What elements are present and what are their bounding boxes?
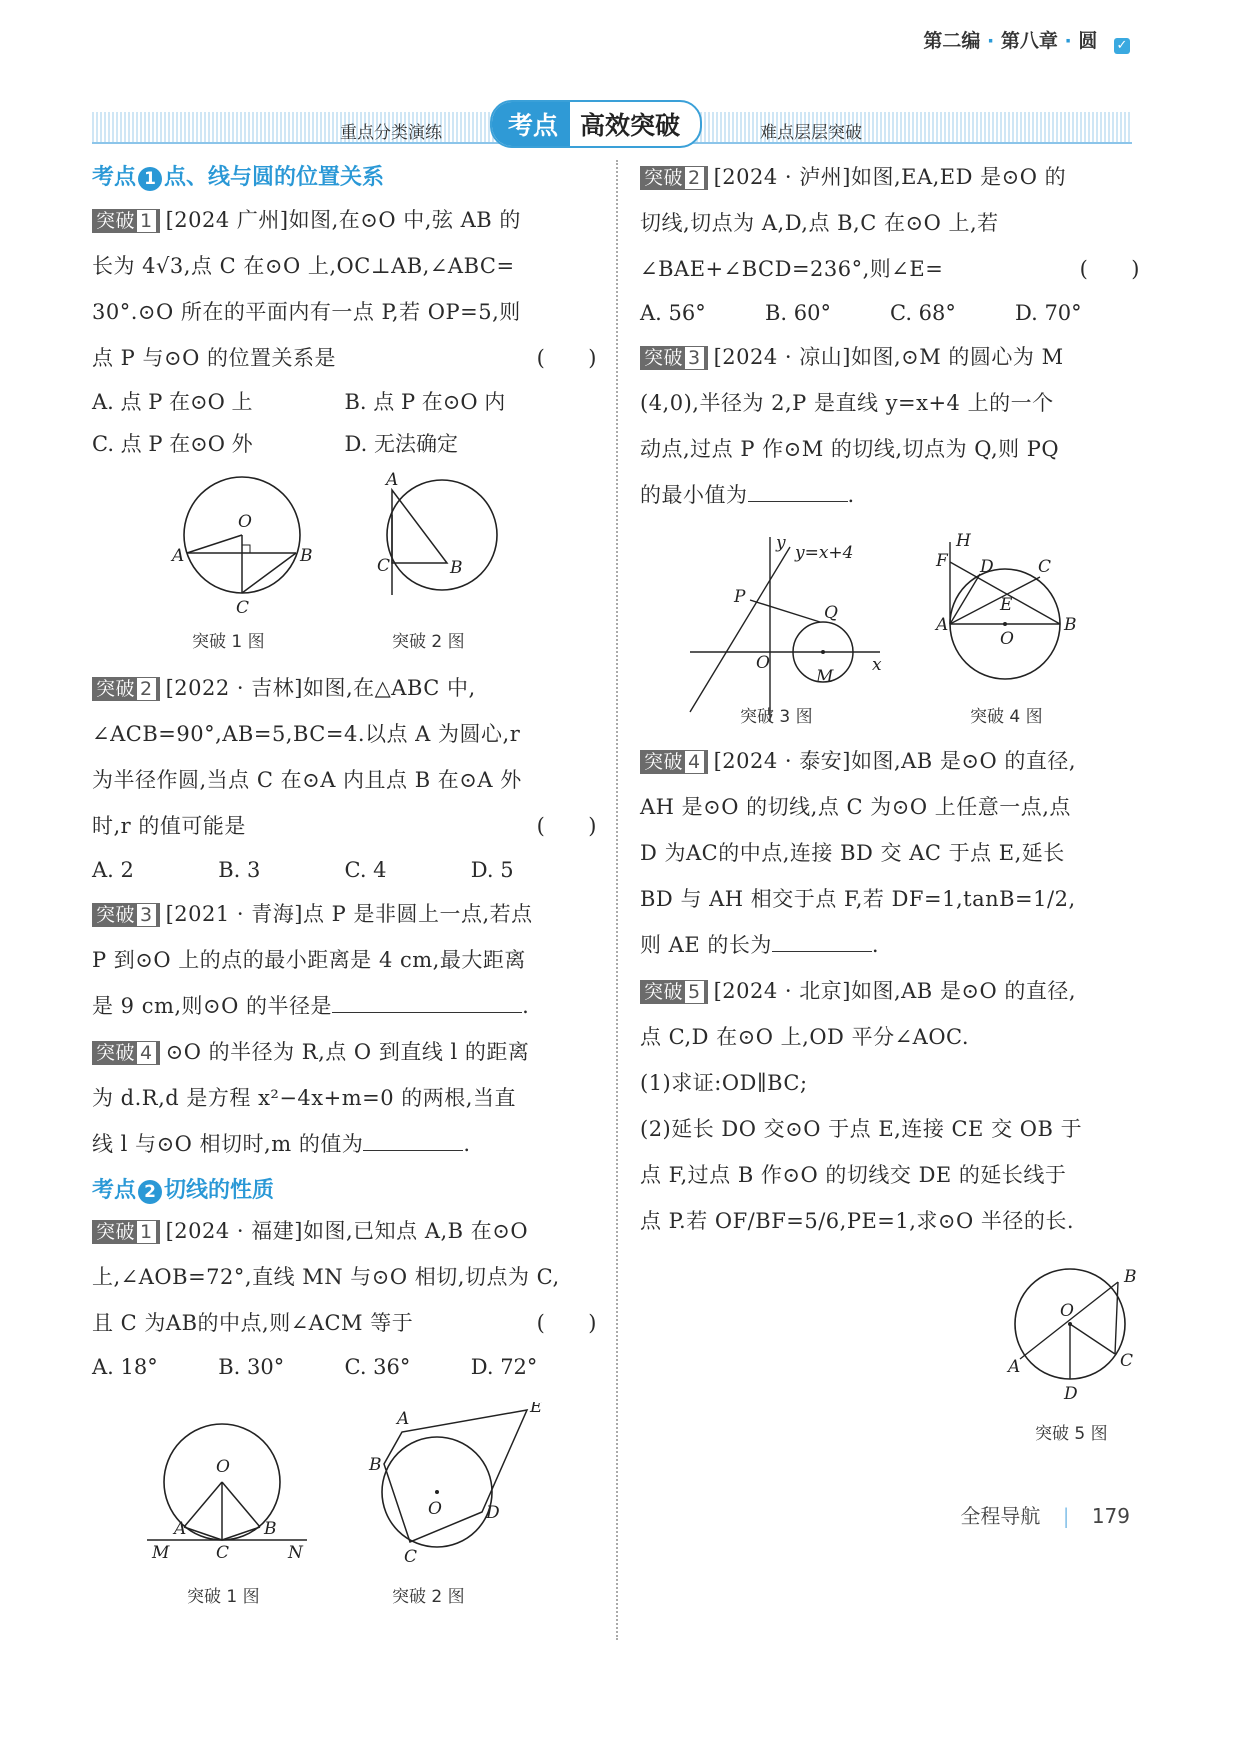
figure-svg bbox=[92, 1402, 597, 1612]
question-line: [2024 · 福建]如图,已知点 A,B 在⊙O bbox=[165, 1219, 529, 1243]
question-line: D 为AC的中点,连接 BD 交 AC 于点 E,延长 bbox=[640, 841, 1065, 865]
svg-text:O: O bbox=[428, 1499, 442, 1519]
figure-caption: 突破 4 图 bbox=[970, 707, 1043, 727]
option: D. 70° bbox=[1015, 301, 1082, 325]
question-line: 则 AE 的长为 bbox=[640, 933, 772, 957]
question-line: 为半径作圆,当点 C 在⊙A 内且点 B 在⊙A 外 bbox=[92, 768, 522, 792]
svg-text:D: D bbox=[1064, 1384, 1078, 1404]
svg-text:D: D bbox=[980, 557, 994, 577]
svg-text:C: C bbox=[1120, 1351, 1134, 1371]
question-1 bbox=[92, 197, 597, 381]
option: C. 68° bbox=[890, 301, 956, 325]
svg-text:y: y bbox=[776, 533, 786, 553]
section-heading-2 bbox=[92, 1173, 597, 1204]
question-r1 bbox=[640, 154, 1140, 292]
figure-caption: 突破 1 图 bbox=[187, 1587, 260, 1607]
figures-row-2 bbox=[92, 1402, 597, 1612]
figure-svg bbox=[640, 532, 1140, 732]
figure-svg bbox=[92, 465, 597, 655]
answer-paren: ( ) bbox=[536, 1311, 597, 1335]
question-line: 为 d.R,d 是方程 x²−4x+m=0 的两根,当直 bbox=[92, 1086, 516, 1110]
options-row bbox=[92, 849, 597, 891]
figure-caption: 突破 1 图 bbox=[192, 632, 265, 652]
check-icon: ✓ bbox=[1114, 38, 1130, 54]
question-line: 是 9 cm,则⊙O 的半径是 bbox=[92, 994, 333, 1018]
svg-text:N: N bbox=[288, 1543, 303, 1563]
question-line: BD 与 AH 相交于点 F,若 DF=1,tanB=1/2, bbox=[640, 887, 1076, 911]
book-title: 全程导航 bbox=[960, 1504, 1041, 1528]
page-number: 179 bbox=[1091, 1504, 1130, 1528]
option: B. 3 bbox=[218, 858, 261, 882]
svg-text:O: O bbox=[1060, 1301, 1074, 1321]
figure-caption: 突破 2 图 bbox=[392, 1587, 465, 1607]
option: A. 18° bbox=[92, 1355, 158, 1379]
svg-text:F: F bbox=[936, 551, 948, 571]
question-4: 突破 4 ⊙O 的半径为 R,点 O 到直线 l 的距离 为 d.R,d 是方程 x²−4x+m=0 的两根,当直 线 l 与⊙O 相切时,m 的值为 . bbox=[92, 1040, 530, 1156]
svg-text:D: D bbox=[486, 1503, 500, 1523]
option: C. 4 bbox=[344, 858, 387, 882]
svg-text:O: O bbox=[238, 512, 252, 532]
figure-caption: 突破 3 图 bbox=[740, 707, 813, 727]
section-heading-1 bbox=[92, 160, 597, 191]
question-2 bbox=[92, 665, 597, 849]
figures-row-1 bbox=[92, 465, 597, 655]
footer-divider: | bbox=[1062, 1504, 1070, 1528]
svg-text:M: M bbox=[152, 1543, 170, 1563]
chapter-label: 第八章 bbox=[1000, 30, 1058, 52]
page-footer bbox=[960, 1500, 1130, 1529]
question-tag: 突破 4 bbox=[640, 750, 708, 774]
section-number: 1 bbox=[138, 167, 162, 191]
question-tag: 突破 2 bbox=[640, 166, 708, 190]
section-title: 切线的性质 bbox=[164, 1178, 275, 1203]
svg-text:B: B bbox=[300, 546, 313, 566]
section-title-pill bbox=[490, 100, 702, 148]
pill-keyword: 考点 bbox=[492, 102, 570, 146]
running-header bbox=[923, 26, 1130, 54]
answer-blank[interactable] bbox=[363, 1150, 463, 1151]
question-line: ∠BAE+∠BCD=236°,则∠E= bbox=[640, 257, 944, 281]
figure-tangent-circle bbox=[147, 1424, 307, 1563]
part-label: 第二编 bbox=[923, 30, 981, 52]
figure-circle-2 bbox=[377, 470, 497, 595]
question-line: AH 是⊙O 的切线,点 C 为⊙O 上任意一点,点 bbox=[640, 795, 1071, 819]
question-line: 的最小值为 bbox=[640, 483, 748, 507]
question-line: 切线,切点为 A,D,点 B,C 在⊙O 上,若 bbox=[640, 211, 999, 235]
figure-bisector bbox=[1006, 1267, 1137, 1404]
option: C. 点 P 在⊙O 外 bbox=[92, 432, 253, 456]
topic-label: 圆 bbox=[1078, 30, 1098, 52]
figure-caption: 突破 2 图 bbox=[392, 632, 465, 652]
figure-diameter bbox=[934, 532, 1077, 679]
question-line: 且 C 为AB的中点,则∠ACM 等于 bbox=[92, 1311, 414, 1335]
question-3: 突破 3 [2021 · 青海]点 P 是非圆上一点,若点 P 到⊙O 上的点的最小距离是 4 cm,最大距离 是 9 cm,则⊙O 的半径是 . bbox=[92, 902, 533, 1018]
question-tag: 突破 2 bbox=[92, 677, 160, 701]
svg-text:E: E bbox=[530, 1402, 543, 1417]
section-number: 2 bbox=[138, 1180, 162, 1204]
question-line: 点 P 与⊙O 的位置关系是 bbox=[92, 346, 336, 370]
answer-paren: ( ) bbox=[536, 814, 597, 838]
band-left-text: 重点分类演练 bbox=[340, 123, 442, 143]
svg-text:C: C bbox=[236, 598, 250, 618]
svg-text:H: H bbox=[956, 532, 971, 551]
question-line: P 到⊙O 上的点的最小距离是 4 cm,最大距离 bbox=[92, 948, 526, 972]
question-line: 点 C,D 在⊙O 上,OD 平分∠AOC. bbox=[640, 1025, 970, 1049]
svg-text:E: E bbox=[1000, 595, 1013, 615]
svg-text:O: O bbox=[1000, 629, 1014, 649]
question-tag: 突破 1 bbox=[92, 1220, 160, 1244]
svg-text:B: B bbox=[264, 1519, 277, 1539]
question-5 bbox=[92, 1208, 597, 1346]
pill-title: 高效突破 bbox=[580, 111, 681, 140]
options-row bbox=[92, 1346, 597, 1388]
answer-paren: ( ) bbox=[536, 346, 597, 370]
question-line: 时,r 的值可能是 bbox=[92, 814, 246, 838]
answer-blank[interactable] bbox=[772, 951, 872, 952]
option: A. 2 bbox=[92, 858, 134, 882]
option: B. 点 P 在⊙O 内 bbox=[344, 390, 506, 414]
question-line: 动点,过点 P 作⊙M 的切线,切点为 Q,则 PQ bbox=[640, 437, 1060, 461]
question-line: [2022 · 吉林]如图,在△ABC 中, bbox=[165, 676, 476, 700]
question-tag: 突破 1 bbox=[92, 209, 160, 233]
question-tag: 突破 3 bbox=[92, 903, 160, 927]
svg-text:A: A bbox=[172, 546, 185, 566]
band-right-text: 难点层层突破 bbox=[760, 123, 862, 143]
question-line: (4,0),半径为 2,P 是直线 y=x+4 上的一个 bbox=[640, 391, 1054, 415]
question-line: 长为 4√3,点 C 在⊙O 上,OC⊥AB,∠ABC= bbox=[92, 254, 515, 278]
figure-caption: 突破 5 图 bbox=[1035, 1424, 1108, 1444]
separator: · bbox=[1064, 30, 1072, 52]
svg-text:C: C bbox=[377, 556, 391, 576]
option: C. 36° bbox=[344, 1355, 411, 1379]
svg-text:B: B bbox=[1124, 1267, 1137, 1287]
question-r3: 突破 4 [2024 · 泰安]如图,AB 是⊙O 的直径, AH 是⊙O 的切线,点 C 为⊙O 上任意一点,点 D 为AC的中点,连接 BD 交 AC 于点 E,延长 BD 与 AH 相交于点 F,若 DF=1,tanB=1/2, 则 AE 的长为 . bbox=[640, 749, 1077, 957]
question-line: (1)求证:OD∥BC; bbox=[640, 1071, 808, 1095]
svg-text:C: C bbox=[216, 1543, 230, 1563]
answer-blank[interactable] bbox=[332, 1012, 522, 1013]
question-tag: 突破 5 bbox=[640, 980, 708, 1004]
svg-text:P: P bbox=[734, 587, 746, 607]
section-title: 点、线与圆的位置关系 bbox=[164, 165, 385, 190]
question-r2: 突破 3 [2024 · 凉山]如图,⊙M 的圆心为 M (4,0),半径为 2,P 是直线 y=x+4 上的一个 动点,过点 P 作⊙M 的切线,切点为 Q,则 PQ 的最小值为 . bbox=[640, 345, 1064, 507]
svg-text:C: C bbox=[1038, 557, 1052, 577]
question-line: (2)延长 DO 交⊙O 于点 E,连接 CE 交 OB 于 bbox=[640, 1117, 1083, 1141]
question-line: [2024 广州]如图,在⊙O 中,弦 AB 的 bbox=[165, 208, 521, 232]
option: A. 点 P 在⊙O 上 bbox=[92, 390, 253, 414]
figure-row-4 bbox=[640, 1254, 1140, 1454]
svg-text:O: O bbox=[756, 653, 770, 673]
question-line: [2024 · 泸州]如图,EA,ED 是⊙O 的 bbox=[713, 165, 1067, 189]
svg-text:C: C bbox=[404, 1547, 418, 1567]
option: D. 72° bbox=[470, 1355, 538, 1379]
figures-row-3 bbox=[640, 532, 1140, 732]
answer-paren: ( ) bbox=[1079, 257, 1140, 281]
svg-text:M: M bbox=[816, 667, 834, 687]
separator: · bbox=[987, 30, 995, 52]
svg-text:x: x bbox=[872, 655, 882, 675]
options-row bbox=[640, 292, 1140, 334]
question-line: [2024 · 凉山]如图,⊙M 的圆心为 M bbox=[713, 345, 1064, 369]
figure-tangent-quad bbox=[368, 1402, 543, 1567]
question-line: ∠ACB=90°,AB=5,BC=4.以点 A 为圆心,r bbox=[92, 722, 521, 746]
svg-text:A: A bbox=[397, 1409, 410, 1429]
question-tag: 突破 3 bbox=[640, 346, 708, 370]
option: A. 56° bbox=[640, 301, 706, 325]
option: D. 5 bbox=[470, 858, 514, 882]
right-column bbox=[640, 154, 1140, 1454]
question-line: ⊙O 的半径为 R,点 O 到直线 l 的距离 bbox=[165, 1040, 530, 1064]
section-prefix: 考点 bbox=[92, 165, 137, 190]
answer-blank[interactable] bbox=[748, 501, 848, 502]
left-column bbox=[92, 160, 597, 1612]
svg-text:B: B bbox=[1064, 615, 1077, 635]
question-line: [2024 · 北京]如图,AB 是⊙O 的直径, bbox=[713, 979, 1077, 1003]
option: D. 无法确定 bbox=[344, 432, 458, 456]
svg-text:O: O bbox=[216, 1457, 230, 1477]
option: B. 60° bbox=[765, 301, 832, 325]
svg-text:A: A bbox=[936, 615, 949, 635]
question-line: 点 F,过点 B 作⊙O 的切线交 DE 的延长线于 bbox=[640, 1163, 1067, 1187]
svg-text:A: A bbox=[1008, 1357, 1021, 1377]
figure-circle-1 bbox=[170, 477, 313, 618]
question-line: [2021 · 青海]点 P 是非圆上一点,若点 bbox=[165, 902, 533, 926]
question-line: 上,∠AOB=72°,直线 MN 与⊙O 相切,切点为 C, bbox=[92, 1265, 560, 1289]
question-line: 点 P.若 OF/BF=5/6,PE=1,求⊙O 半径的长. bbox=[640, 1209, 1075, 1233]
question-line: 30°.⊙O 所在的平面内有一点 P,若 OP=5,则 bbox=[92, 300, 521, 324]
svg-text:B: B bbox=[450, 558, 463, 578]
question-tag: 突破 4 bbox=[92, 1041, 160, 1065]
section-prefix: 考点 bbox=[92, 1178, 137, 1203]
options-row bbox=[92, 423, 597, 465]
column-divider bbox=[616, 160, 618, 1640]
options-row bbox=[92, 381, 597, 423]
option: B. 30° bbox=[218, 1355, 285, 1379]
question-line: 线 l 与⊙O 相切时,m 的值为 bbox=[92, 1132, 364, 1156]
question-line: [2024 · 泰安]如图,AB 是⊙O 的直径, bbox=[713, 749, 1077, 773]
svg-text:B: B bbox=[369, 1455, 382, 1475]
svg-text:Q: Q bbox=[824, 603, 838, 623]
svg-text:A: A bbox=[174, 1519, 187, 1539]
figure-coordinate bbox=[690, 533, 882, 722]
question-r4 bbox=[640, 968, 1140, 1244]
svg-text:A: A bbox=[386, 470, 399, 490]
line-equation: y=x+4 bbox=[795, 543, 854, 563]
